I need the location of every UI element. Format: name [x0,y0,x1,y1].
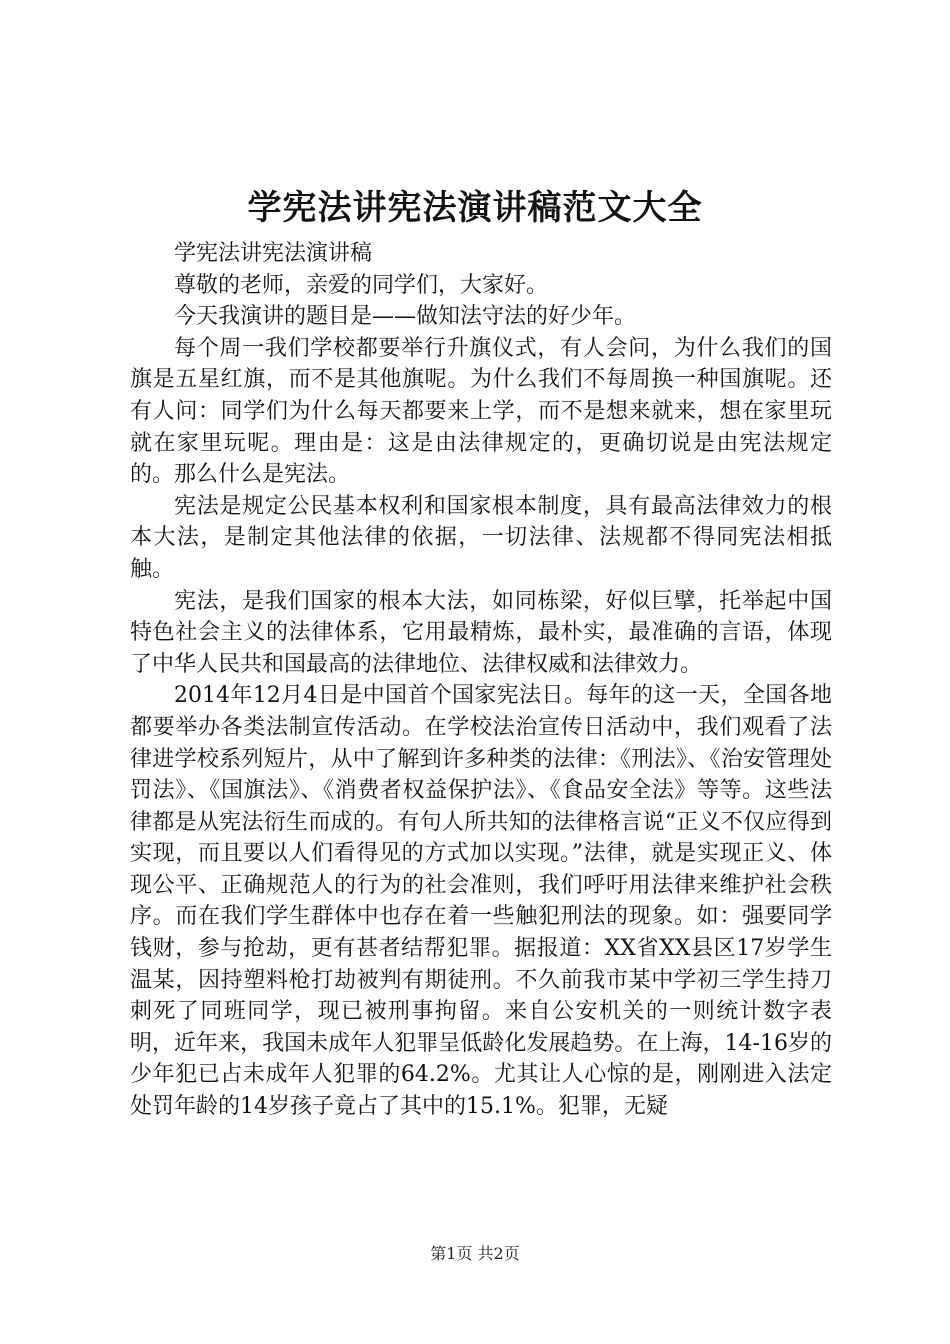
paragraph: 学宪法讲宪法演讲稿 [174,241,373,266]
paragraph: 宪法是规定公民基本权利和国家根本制度，具有最高法律效力的根本大法，是制定其他法律的依据，一切法律、法规都不得同宪法相抵触。 [130,493,832,582]
document-body [130,238,832,1123]
paragraph: 每个周一我们学校都要举行升旗仪式，有人会问，为什么我们的国旗是五星红旗，而不是其他旗呢。为什么我们不每周换一种国旗呢。还有人问：同学们为什么每天都要来上学，而不是想来就来，想在家里玩就在家里玩呢。理由是：这是由法律规定的，更确切说是由宪法规定的。那么什么是宪法。 [130,335,832,488]
page-footer: 第1页 共2页 [430,1244,520,1263]
document-title: 学宪法讲宪法演讲稿范文大全 [247,188,703,228]
paragraph: 宪法，是我们国家的根本大法，如同栋梁，好似巨擘，托举起中国特色社会主义的法律体系，它用最精炼，最朴实，最准确的言语，体现了中华人民共和国最高的法律地位、法律权威和法律效力。 [130,588,832,677]
paragraph: 今天我演讲的题目是——做知法守法的好少年。 [174,304,637,330]
paragraph: 尊敬的老师，亲爱的同学们，大家好。 [174,272,549,298]
paragraph: 2014年12月4日是中国首个国家宪法日。每年的这一天，全国各地都要举办各类法制宣传活动。在学校法治宣传日活动中，我们观看了法律进学校系列短片，从中了解到许多种类的法律：《刑法》、《治安管理处罚法》、《国旗法》、《消费者权益保护法》、《食品安全法》等等。这些法律都是从宪法衍生而成的。有句人所共知的法律格言说“正义不仅应得到实现，而且要以人们看得见的方式加以实现。”法律，就是实现正义、体现公平、正确规范人的行为的社会准则，我们呼吁用法律来维护社会秩序。而在我们学生群体中也存在着一些触犯刑法的现象。如：强要同学钱财，参与抢劫，更有甚者结帮犯罪。据报道：XX省XX县区17岁学生温某，因持塑料枪打劫被判有期徒刑。不久前我市某中学初三学生持刀刺死了同班同学，现已被刑事拘留。来自公安机关的一则统计数字表明，近年来，我国未成年人犯罪呈低龄化发展趋势。在上海，14-16岁的少年犯已占未成年人犯罪的64.2%。尤其让人心惊的是，刚刚进入法定处罚年龄的14岁孩子竟占了其中的15.1%。犯罪，无疑 [130,683,832,1120]
